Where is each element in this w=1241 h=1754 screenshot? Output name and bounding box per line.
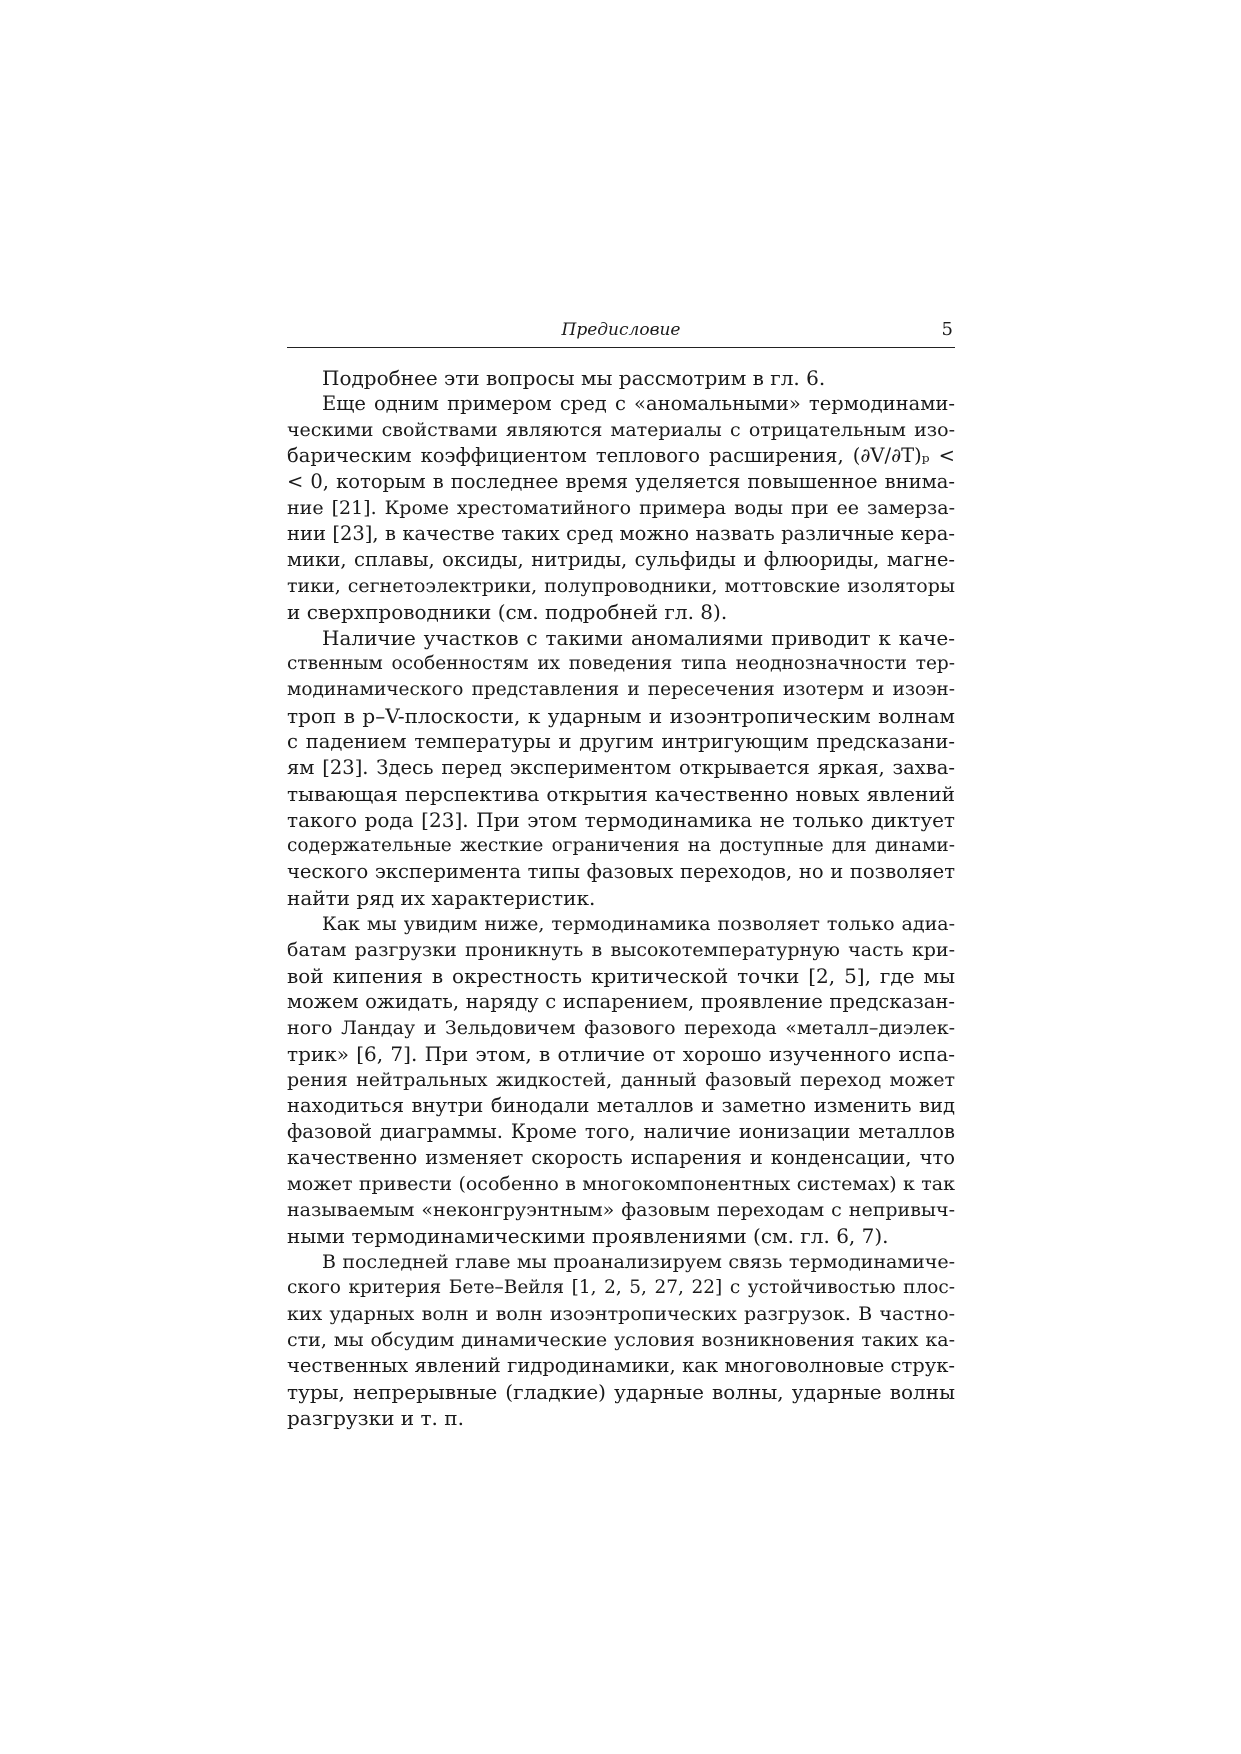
text-line: модинамического представления и пересечения изотерм и изоэн- bbox=[287, 679, 955, 700]
paragraph bbox=[287, 911, 955, 1249]
text-line: Еще одним примером сред с «аномальными» термодинами- bbox=[322, 392, 955, 415]
text-line: мики, сплавы, оксиды, нитриды, сульфиды и флюориды, магне- bbox=[287, 548, 955, 571]
text-line: ского критерия Бете–Вейля [1, 2, 5, 27, 22] с устойчивостью плос- bbox=[287, 1277, 955, 1298]
text-line: с падением температуры и другим интригующим предсказани- bbox=[287, 730, 955, 753]
text-line: ям [23]. Здесь перед экспериментом открывается яркая, захва- bbox=[287, 756, 955, 779]
text-line: Наличие участков с такими аномалиями приводит к каче- bbox=[322, 626, 955, 650]
text-line: сти, мы обсудим динамические условия возникновения таких ка- bbox=[287, 1329, 955, 1351]
text-line: Подробнее эти вопросы мы рассмотрим в гл. 6. bbox=[322, 366, 826, 390]
text-line: качественно изменяет скорость испарения и конденсации, что bbox=[287, 1146, 955, 1169]
text-line: троп в p–V-плоскости, к ударным и изоэнтропическим волнам bbox=[287, 704, 955, 728]
text-line: трик» [6, 7]. При этом, в отличие от хорошо изученного испа- bbox=[287, 1042, 955, 1066]
text-line: чественных явлений гидродинамики, как многоволновые струк- bbox=[287, 1354, 955, 1377]
text-line: фазовой диаграммы. Кроме того, наличие ионизации металлов bbox=[287, 1120, 955, 1143]
text-line: Как мы увидим ниже, термодинамика позволяет только адиа- bbox=[322, 913, 955, 935]
text-line: тики, сегнетоэлектрики, полупроводники, моттовские изоляторы bbox=[287, 575, 955, 597]
text-line: может привести (особенно в многокомпонентных системах) к так bbox=[287, 1173, 955, 1195]
text-line: ческими свойствами являются материалы с отрицательным изо- bbox=[287, 419, 955, 441]
text-line: ного Ландау и Зельдовичем фазового перехода «металл–диэлек- bbox=[287, 1017, 955, 1039]
text-line: находиться внутри бинодали металлов и заметно изменить вид bbox=[287, 1094, 955, 1117]
paragraph bbox=[287, 365, 955, 391]
text-line: можем ожидать, наряду с испарением, проявление предсказан- bbox=[287, 990, 955, 1013]
text-line: туры, непрерывные (гладкие) ударные волны, ударные волны bbox=[287, 1380, 955, 1404]
text-line: рения нейтральных жидкостей, данный фазовый переход может bbox=[287, 1069, 955, 1091]
running-header bbox=[287, 318, 955, 348]
text-line: ственным особенностям их поведения типа неоднозначности тер- bbox=[287, 653, 955, 674]
text-line: найти ряд их характеристик. bbox=[287, 886, 596, 910]
text-line: ными термодинамическими проявлениями (см. гл. 6, 7). bbox=[287, 1224, 889, 1248]
text-line: ческого эксперимента типы фазовых переходов, но и позволяет bbox=[287, 860, 955, 883]
text-line: тывающая перспектива открытия качественно новых явлений bbox=[287, 782, 955, 806]
text-line: ние [21]. Кроме хрестоматийного примера воды при ее замерза- bbox=[287, 497, 955, 519]
text-line: < 0, которым в последнее время уделяется повышенное внима- bbox=[287, 470, 955, 493]
text-line: вой кипения в окрестность критической точки [2, 5], где мы bbox=[287, 964, 955, 988]
page-number: 5 bbox=[941, 319, 953, 340]
running-title: Предисловие bbox=[561, 320, 681, 340]
text-line: разгрузки и т. п. bbox=[287, 1406, 464, 1430]
text-line: батам разгрузки проникнуть в высокотемпературную часть кри- bbox=[287, 939, 955, 961]
main-text bbox=[287, 365, 955, 1431]
text-line: содержательные жесткие ограничения на доступные для динами- bbox=[287, 835, 955, 856]
text-line: такого рода [23]. При этом термодинамика не только диктует bbox=[287, 808, 955, 832]
paragraph bbox=[287, 625, 955, 911]
text-line: барическим коэффициентом теплового расширения, (∂V/∂T)ₚ < bbox=[287, 444, 955, 467]
paragraph bbox=[287, 391, 955, 625]
paragraph bbox=[287, 1249, 955, 1431]
text-line: называемым «неконгруэнтным» фазовым переходам с непривыч- bbox=[287, 1199, 955, 1221]
text-line: В последней главе мы проанализируем связь термодинамиче- bbox=[322, 1251, 955, 1273]
text-line: нии [23], в качестве таких сред можно назвать различные кера- bbox=[287, 522, 955, 545]
text-line: ких ударных волн и волн изоэнтропических разгрузок. В частно- bbox=[287, 1303, 955, 1325]
text-line: и сверхпроводники (см. подробней гл. 8). bbox=[287, 600, 728, 624]
